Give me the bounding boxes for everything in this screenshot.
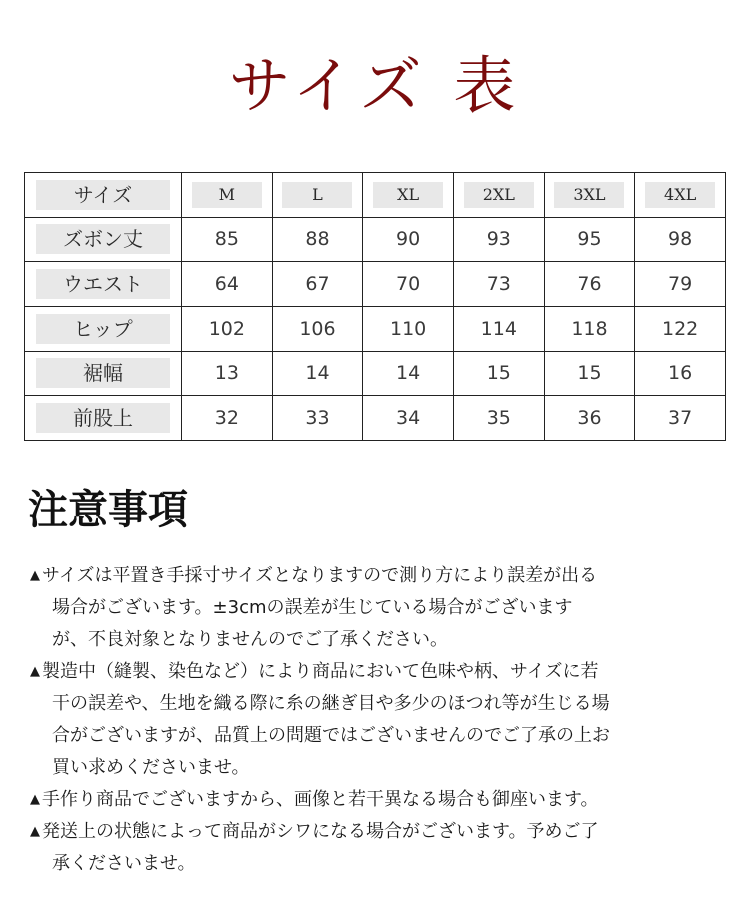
table-cell [635,396,726,441]
note-text: 発送上の状態によって商品がシワになる場合がございます。予めご了 [42,821,599,842]
cell-value: 122 [662,317,699,340]
note-line [30,592,730,624]
header-cell [25,173,182,218]
cell-value: 95 [577,228,602,251]
header-size-m: M [192,182,262,208]
cell-value: 102 [208,317,245,340]
cell-value: 14 [305,362,330,385]
size-table [24,172,726,441]
table-cell [182,396,273,441]
cell-value: 37 [668,407,693,430]
note-line [30,848,730,880]
cell-value: 76 [577,273,602,296]
note-line [30,656,730,688]
table-cell [363,396,454,441]
note-text: サイズは平置き手採寸サイズとなりますので測り方により誤差が出る [42,565,598,586]
cell-value: 73 [486,273,511,296]
row-label: 前股上 [36,403,170,433]
table-cell [544,217,635,262]
header-cell [182,173,273,218]
header-cell [635,173,726,218]
triangle-bullet-icon: ▲ [30,824,40,839]
table-cell [363,351,454,396]
note-text: が、不良対象となりませんのでご了承ください。 [52,629,448,650]
row-label: ズボン丈 [36,224,170,254]
table-header-row [25,173,726,218]
row-label-cell [25,351,182,396]
cell-value: 70 [396,273,421,296]
note-text: 承くださいませ。 [52,853,196,874]
cell-value: 93 [486,228,511,251]
table-cell [635,217,726,262]
table-cell [272,396,363,441]
row-label-cell [25,217,182,262]
table-cell [635,351,726,396]
cell-value: 114 [480,317,517,340]
cell-value: 118 [571,317,608,340]
header-cell [363,173,454,218]
table-cell [453,306,544,351]
row-label-cell [25,262,182,307]
notes-heading: 注意事項 [28,487,188,533]
table-cell [272,351,363,396]
note-text: 製造中（縫製、染色など）により商品において色味や柄、サイズに若 [42,661,599,682]
table-cell [272,306,363,351]
header-cell [544,173,635,218]
row-label: ウエスト [36,269,170,299]
table-cell [182,217,273,262]
row-label-cell [25,306,182,351]
cell-value: 90 [396,228,421,251]
cell-value: 106 [299,317,336,340]
table-cell [544,306,635,351]
header-size-3xl: 3XL [554,182,624,208]
table-cell [182,351,273,396]
header-cell [272,173,363,218]
note-line [30,816,730,848]
cell-value: 88 [305,228,330,251]
cell-value: 79 [668,273,693,296]
note-line [30,752,730,784]
table-row [25,351,726,396]
triangle-bullet-icon: ▲ [30,568,40,583]
note-text: 場合がございます。±3cmの誤差が生じている場合がございます [52,597,573,618]
header-size-xl: XL [373,182,443,208]
cell-value: 15 [577,362,602,385]
table-cell [635,306,726,351]
cell-value: 33 [305,407,330,430]
table-cell [272,217,363,262]
table-row [25,217,726,262]
note-text: 手作り商品でございますから、画像と若干異なる場合も御座います。 [42,789,599,810]
table-row [25,396,726,441]
table-cell [272,262,363,307]
table-cell [544,396,635,441]
cell-value: 67 [305,273,330,296]
table-cell [182,306,273,351]
table-cell [363,306,454,351]
cell-value: 98 [668,228,693,251]
cell-value: 85 [214,228,239,251]
row-label: ヒップ [36,314,170,344]
table-cell [544,351,635,396]
row-label-cell [25,396,182,441]
table-cell [453,396,544,441]
table-cell [363,262,454,307]
notes-list [30,560,730,880]
note-text: 干の誤差や、生地を織る際に糸の継ぎ目や多少のほつれ等が生じる場 [52,693,610,714]
header-cell [453,173,544,218]
table-cell [544,262,635,307]
table-row [25,306,726,351]
triangle-bullet-icon: ▲ [30,792,40,807]
cell-value: 13 [214,362,239,385]
table-cell [182,262,273,307]
table-cell [453,351,544,396]
cell-value: 110 [390,317,427,340]
note-text: 合がございますが、品質上の問題ではございませんのでご了承の上お [52,725,610,746]
triangle-bullet-icon: ▲ [30,664,40,679]
header-size-l: L [282,182,352,208]
cell-value: 14 [396,362,421,385]
cell-value: 15 [486,362,511,385]
table-row [25,262,726,307]
note-line [30,688,730,720]
note-line [30,560,730,592]
table-cell [453,262,544,307]
cell-value: 36 [577,407,602,430]
table-cell [635,262,726,307]
note-text: 買い求めくださいませ。 [52,757,250,778]
cell-value: 32 [214,407,239,430]
row-label: 裾幅 [36,358,170,388]
note-line [30,720,730,752]
header-size-2xl: 2XL [464,182,534,208]
note-line [30,784,730,816]
cell-value: 64 [214,273,239,296]
table-cell [363,217,454,262]
table-cell [453,217,544,262]
cell-value: 34 [396,407,421,430]
header-size-4xl: 4XL [645,182,715,208]
cell-value: 16 [668,362,693,385]
page-title: サイズ 表 [228,49,522,122]
header-size-label: サイズ [36,180,170,210]
note-line [30,624,730,656]
cell-value: 35 [486,407,511,430]
